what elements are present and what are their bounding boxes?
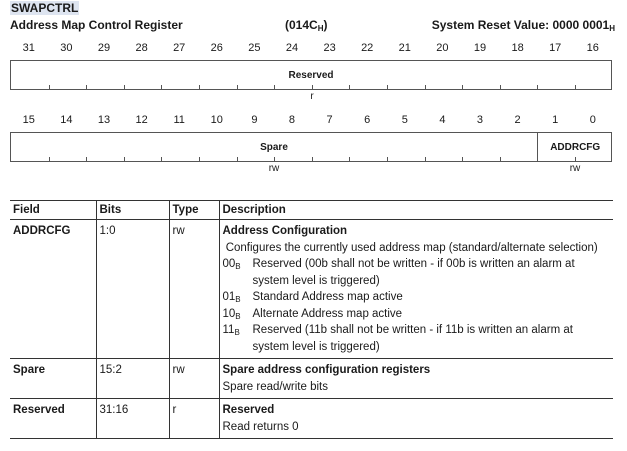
field-spare: Spare xyxy=(260,141,288,153)
cell-description xyxy=(219,220,613,359)
bit-number: 5 xyxy=(401,114,408,126)
access-spare: rw xyxy=(268,163,280,174)
bit-number: 24 xyxy=(285,42,299,54)
bit-number: 28 xyxy=(135,42,148,54)
reset-base: H xyxy=(609,24,615,33)
table-row xyxy=(10,220,613,359)
field-addrcfg: ADDRCFG xyxy=(537,133,612,161)
bit-number: 1 xyxy=(552,114,559,126)
offset-value: 014C xyxy=(289,18,318,32)
register-offset: $(014C_H)$ xyxy=(285,18,328,33)
description-text: Read returns 0 xyxy=(222,420,299,433)
cell-field: Reserved xyxy=(10,399,96,439)
enum-base: B xyxy=(235,295,241,304)
bit-number: 12 xyxy=(135,114,148,126)
bit-number: 30 xyxy=(60,42,73,54)
register-lower-half xyxy=(10,132,612,162)
description-title: Spare address configuration registers xyxy=(222,364,431,376)
bit-number: 17 xyxy=(549,42,562,54)
cell-type: rw xyxy=(169,220,219,359)
table-header-row xyxy=(10,201,613,220)
enum-item xyxy=(223,256,611,289)
bit-number: 4 xyxy=(439,114,446,126)
bit-number: 16 xyxy=(586,42,599,54)
register-name: SWAPCTRL xyxy=(11,1,79,15)
register-upper-half xyxy=(10,60,612,90)
table-row xyxy=(10,359,613,399)
cell-type: r xyxy=(169,399,219,439)
bit-number: 2 xyxy=(514,114,521,126)
enum-text: Reserved (11b shall not be written - if 11b is written an alarm at system level is triggered) xyxy=(252,324,573,353)
bit-number: 31 xyxy=(22,42,35,54)
bit-number: 7 xyxy=(326,114,333,126)
access-reserved-upper: r xyxy=(310,91,314,102)
field-description-table xyxy=(10,200,613,439)
access-addrcfg: rw xyxy=(569,163,581,174)
col-header-description: Description xyxy=(219,201,613,220)
bit-number: 6 xyxy=(364,114,371,126)
reset-label: System Reset Value: xyxy=(431,18,550,32)
description-title: Address Configuration xyxy=(222,225,348,237)
enum-base: B xyxy=(234,328,240,337)
enum-code: 11 xyxy=(222,324,235,336)
bit-number: 13 xyxy=(97,114,111,126)
bit-number: 10 xyxy=(210,114,223,126)
enum-code: 10 xyxy=(222,307,236,320)
reset-value xyxy=(432,18,615,32)
description-title: Reserved xyxy=(222,404,275,416)
bit-number: 21 xyxy=(398,42,411,54)
reset-value-number: 0000 0001 xyxy=(552,18,610,32)
bit-number: 11 xyxy=(173,114,185,126)
bit-number: 19 xyxy=(473,42,487,54)
enum-code: 01 xyxy=(222,291,236,303)
bit-number: 8 xyxy=(288,114,296,126)
cell-description xyxy=(219,359,613,399)
cell-field: ADDRCFG xyxy=(10,220,96,359)
cell-description xyxy=(219,399,613,439)
enum-text: Alternate Address map active xyxy=(252,307,403,320)
bit-number: 22 xyxy=(361,42,374,54)
cell-type: rw xyxy=(169,359,219,399)
bit-number: 26 xyxy=(210,42,223,54)
bit-number: 23 xyxy=(323,42,336,54)
register-title: Address Map Control Register xyxy=(10,18,183,32)
bit-number: 27 xyxy=(173,42,186,54)
enum-text: Standard Address map active xyxy=(252,291,403,303)
enum-item xyxy=(223,322,611,355)
bit-numbers-upper xyxy=(10,42,612,56)
col-header-bits: Bits xyxy=(96,201,169,220)
bit-number: 9 xyxy=(251,114,258,126)
cell-bits: 31:16 xyxy=(96,399,169,439)
bit-number: 14 xyxy=(60,114,73,126)
bit-numbers-lower xyxy=(10,114,612,128)
enum-item xyxy=(223,306,611,323)
description-text: Configures the currently used address map (standard/alternate selection) xyxy=(222,241,598,254)
cell-field: Spare xyxy=(10,359,96,399)
bit-number: 20 xyxy=(436,42,449,54)
bit-number: 25 xyxy=(248,42,261,54)
enum-base: B xyxy=(235,311,241,321)
offset-base: H xyxy=(317,24,324,33)
field-reserved-upper: Reserved xyxy=(288,69,334,81)
col-header-field: Field xyxy=(10,201,96,220)
table-row xyxy=(10,399,613,439)
enum-item xyxy=(223,289,611,306)
cell-bits: 15:2 xyxy=(96,359,169,399)
enum-code: 00 xyxy=(222,258,236,270)
bit-number: 18 xyxy=(511,42,524,54)
bit-number: 3 xyxy=(476,114,484,126)
col-header-type: Type xyxy=(169,201,219,220)
enum-base: B xyxy=(235,262,241,271)
description-text: Spare read/write bits xyxy=(222,380,328,393)
bit-number: 29 xyxy=(97,42,111,54)
cell-bits: 1:0 xyxy=(96,220,169,359)
bit-number: 0 xyxy=(589,114,596,126)
bit-number: 15 xyxy=(22,114,35,126)
enum-text: Reserved (00b shall not be written - if 00b is written an alarm at system level is triggered) xyxy=(252,258,575,287)
